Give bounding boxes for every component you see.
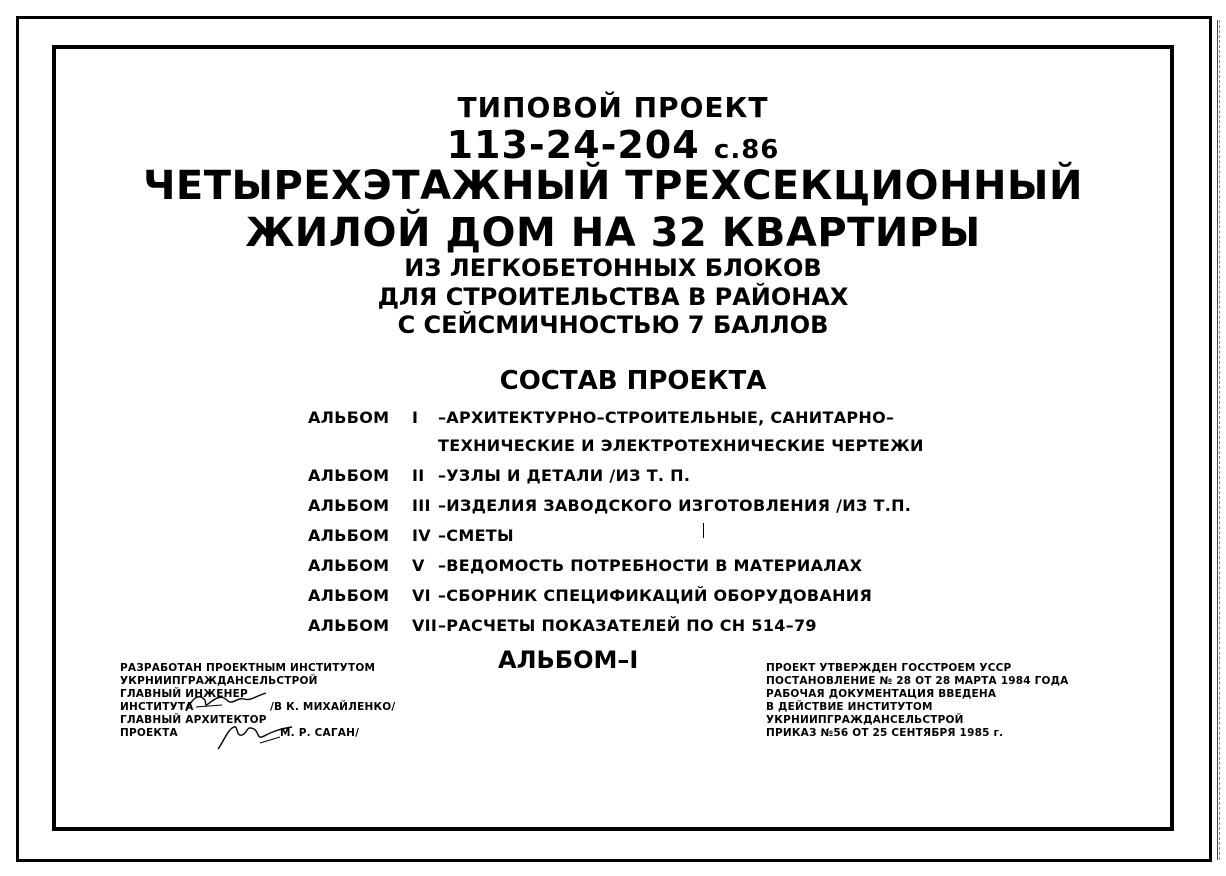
album-title: –УЗЛЫ И ДЕТАЛИ /ИЗ Т. П. [438,466,691,485]
developer-line: ИНСТИТУТА [120,701,194,713]
album-title: –СМЕТЫ [438,526,514,545]
architect-signature-line [120,727,375,740]
album-number: I [412,408,419,427]
architect-signature-icon [210,719,300,753]
title-line-2: ЖИЛОЙ ДОМ НА 32 КВАРТИРЫ [245,210,981,256]
album-number: VI [412,586,431,605]
developer-line: РАЗРАБОТАН ПРОЕКТНЫМ ИНСТИТУТОМ [120,662,376,674]
subtitle-line-3: С СЕЙСМИЧНОСТЬЮ 7 БАЛЛОВ [397,311,829,339]
developer-line: ПРОЕКТА [120,727,178,739]
title-line-1: ЧЕТЫРЕХЭТАЖНЫЙ ТРЕХСЕКЦИОННЫЙ [143,163,1083,209]
album-label: АЛЬБОМ [308,466,390,485]
album-row-1-continuation: ТЕХНИЧЕСКИЕ И ЭЛЕКТРОТЕХНИЧЕСКИЕ ЧЕРТЕЖИ [438,436,924,455]
engineer-name: /В К. МИХАЙЛЕНКО/ [270,701,396,713]
current-album-label: АЛЬБОМ–I [498,646,639,674]
developer-line: УКРНИИПГРАЖДАНСЕЛЬСТРОЙ [120,675,318,687]
album-title: –ИЗДЕЛИЯ ЗАВОДСКОГО ИЗГОТОВЛЕНИЯ /ИЗ Т.П. [438,496,912,515]
project-number-main: 113-24-204 [446,123,700,167]
architect-name: М. Р. САГАН/ [280,727,360,739]
developer-line: ГЛАВНЫЙ ИНЖЕНЕР [120,688,248,700]
approval-line: ПРИКАЗ №56 ОТ 25 СЕНТЯБРЯ 1985 г. [766,727,1004,739]
project-number-suffix: с.86 [713,135,780,165]
album-title: –СБОРНИК СПЕЦИФИКАЦИЙ ОБОРУДОВАНИЯ [438,586,873,605]
album-number: II [412,466,425,485]
approval-block [766,662,1068,740]
approval-line: ПРОЕКТ УТВЕРЖДЕН ГОССТРОЕМ УССР [766,662,1012,674]
album-title: –РАСЧЕТЫ ПОКАЗАТЕЛЕЙ ПО СН 514–79 [438,616,817,635]
approval-line: В ДЕЙСТВИЕ ИНСТИТУТОМ [766,701,933,713]
subtitle-line-2: ДЛЯ СТРОИТЕЛЬСТВА В РАЙОНАХ [377,283,849,311]
composition-heading: СОСТАВ ПРОЕКТА [499,366,767,396]
album-label: АЛЬБОМ [308,526,390,545]
project-number [0,123,1226,167]
album-number: III [412,496,431,515]
album-number: VII [412,616,438,635]
developer-line: ГЛАВНЫЙ АРХИТЕКТОР [120,714,267,726]
album-label: АЛЬБОМ [308,556,390,575]
subtitle-line-1: ИЗ ЛЕГКОБЕТОННЫХ БЛОКОВ [404,254,822,282]
engineer-signature-line [120,701,396,714]
album-label: АЛЬБОМ [308,616,390,635]
approval-line: РАБОЧАЯ ДОКУМЕНТАЦИЯ ВВЕДЕНА [766,688,997,700]
stray-mark [703,523,704,538]
album-number: V [412,556,425,575]
album-title: –ВЕДОМОСТЬ ПОТРЕБНОСТИ В МАТЕРИАЛАХ [438,556,863,575]
album-label: АЛЬБОМ [308,496,390,515]
approval-line: ПОСТАНОВЛЕНИЕ № 28 ОТ 28 МАРТА 1984 ГОДА [766,675,1069,687]
engineer-signature-icon [182,689,270,715]
developer-block [120,662,396,740]
album-title: –АРХИТЕКТУРНО–СТРОИТЕЛЬНЫЕ, САНИТАРНО– [438,408,895,427]
album-label: АЛЬБОМ [308,408,390,427]
approval-line: УКРНИИПГРАЖДАНСЕЛЬСТРОЙ [766,714,964,726]
album-label: АЛЬБОМ [308,586,390,605]
album-number: IV [412,526,431,545]
doc-type-heading: ТИПОВОЙ ПРОЕКТ [457,91,769,124]
